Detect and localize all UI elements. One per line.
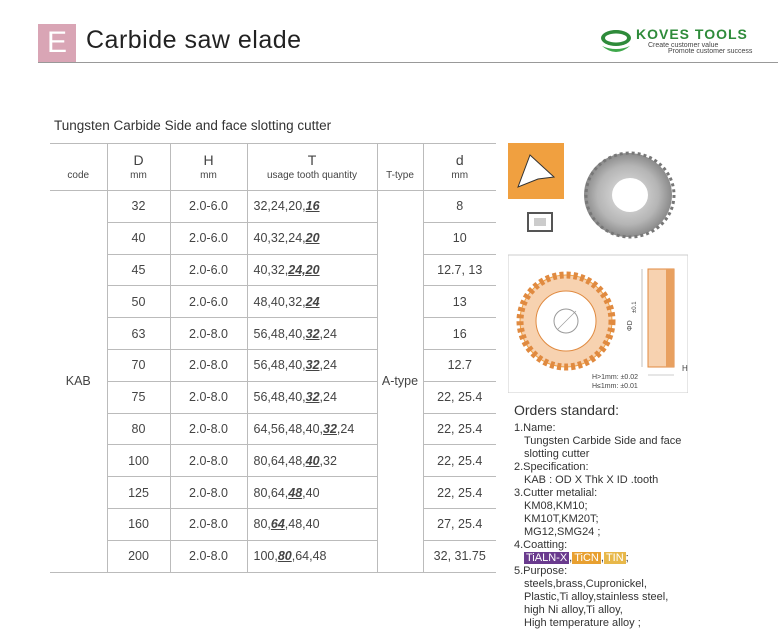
coat-heading: 4.Coatting: (514, 539, 568, 551)
metal-heading: 3.Cutter metalial: (514, 487, 598, 499)
h-cell: 2.0-8.0 (170, 445, 247, 477)
ttype-cell: A-type (377, 191, 423, 573)
dd-cell: 22, 25.4 (423, 381, 496, 413)
table-row (50, 349, 496, 381)
d-cell: 100 (107, 445, 170, 477)
t-highlight: 32 (305, 326, 320, 341)
col-T: T usage tooth quantity (247, 144, 377, 191)
t-cell: 80,64,48,40,32 (247, 445, 377, 477)
purpose-line-4: High temperature alloy ; (524, 617, 641, 629)
t-cell: 80,64,48,40 (247, 508, 377, 540)
metal-line-3: MG12,SMG24 ; (524, 526, 601, 538)
d-cell: 63 (107, 318, 170, 350)
orders-standard (514, 402, 681, 630)
dd-cell: 12.7, 13 (423, 254, 496, 286)
coat-ticn: TiCN (574, 552, 599, 564)
dd-cell: 32, 31.75 (423, 540, 496, 572)
purpose-line-3: high Ni alloy,Ti alloy, (524, 604, 623, 616)
t-highlight: 32 (305, 390, 320, 405)
table-row (50, 477, 496, 509)
brand-slogan-2: Promote customer success (668, 48, 753, 55)
coat-tin: TIN (605, 552, 624, 564)
t-cell: 64,56,48,40,32,24 (247, 413, 377, 445)
t-cell: 80,64,48,40 (247, 477, 377, 509)
h-cell: 2.0-8.0 (170, 349, 247, 381)
table-subtitle: Tungsten Carbide Side and face slotting cutter (54, 118, 332, 133)
h-cell: 2.0-6.0 (170, 286, 247, 318)
t-highlight: 20 (305, 231, 320, 246)
t-cell: 48,40,32,24 (247, 286, 377, 318)
col-d: d mm (423, 144, 496, 191)
table-header-row (50, 144, 496, 191)
h-cell: 2.0-8.0 (170, 318, 247, 350)
t-cell: 56,48,40,32,24 (247, 381, 377, 413)
spec-heading: 2.Specification: (514, 461, 589, 473)
h-cell: 2.0-8.0 (170, 413, 247, 445)
h-cell: 2.0-8.0 (170, 508, 247, 540)
t-highlight: 64 (270, 517, 285, 532)
h-cell: 2.0-6.0 (170, 254, 247, 286)
dd-cell: 27, 25.4 (423, 508, 496, 540)
t-highlight: 32 (323, 421, 337, 436)
table-row (50, 286, 496, 318)
brand-name: KOVES TOOLS (636, 26, 748, 42)
col-H: H mm (170, 144, 247, 191)
page-title: Carbide saw elade (86, 26, 302, 54)
metal-line-1: KM08,KM10; (524, 500, 588, 512)
dd-cell: 22, 25.4 (423, 477, 496, 509)
table-row (50, 413, 496, 445)
t-highlight: 48 (288, 485, 303, 500)
t-highlight: 24,20 (288, 262, 320, 277)
t-highlight: 32 (305, 358, 320, 373)
t-highlight: 80 (277, 549, 292, 564)
brand-slogan-1: Create customer value (648, 42, 719, 49)
dd-cell: 12.7 (423, 349, 496, 381)
h-cell: 2.0-6.0 (170, 191, 247, 223)
section-badge: E (38, 24, 76, 62)
col-D: D mm (107, 144, 170, 191)
h-cell: 2.0-8.0 (170, 477, 247, 509)
dd-cell: 16 (423, 318, 496, 350)
dd-cell: 13 (423, 286, 496, 318)
t-cell: 100,80,64,48 (247, 540, 377, 572)
col-ttype: T-type (377, 144, 423, 191)
d-cell: 32 (107, 191, 170, 223)
h-cell: 2.0-8.0 (170, 381, 247, 413)
t-cell: 32,24,20,16 (247, 191, 377, 223)
name-heading: 1.Name: (514, 422, 556, 434)
table-row (50, 318, 496, 350)
d-cell: 200 (107, 540, 170, 572)
t-highlight: 24 (305, 294, 320, 309)
d-cell: 125 (107, 477, 170, 509)
purpose-line-2: Plastic,Ti alloy,stainless steel, (524, 591, 669, 603)
name-line-2: slotting cutter (524, 448, 590, 460)
col-code: code (50, 144, 107, 191)
leaf-logo-icon (598, 24, 634, 60)
t-highlight: 40 (305, 453, 320, 468)
purpose-heading: 5.Purpose: (514, 565, 568, 577)
table-row (50, 222, 496, 254)
d-cell: 50 (107, 286, 170, 318)
t-highlight: 16 (305, 199, 320, 214)
dia-label: ΦD (627, 320, 634, 331)
d-cell: 70 (107, 349, 170, 381)
dd-cell: 22, 25.4 (423, 445, 496, 477)
table-row (50, 191, 496, 223)
h-cell: 2.0-6.0 (170, 222, 247, 254)
d-cell: 80 (107, 413, 170, 445)
name-line-1: Tungsten Carbide Side and face (524, 435, 682, 447)
orders-heading: Orders standard: (514, 402, 620, 418)
dd-cell: 22, 25.4 (423, 413, 496, 445)
spec-line-1: KAB : OD X Thk X ID .tooth (524, 474, 659, 486)
table-row (50, 445, 496, 477)
t-cell: 56,48,40,32,24 (247, 318, 377, 350)
d-cell: 45 (107, 254, 170, 286)
cutter-diagrams (508, 143, 688, 398)
dia-tol-label: ±0.1 (632, 301, 638, 313)
tolerance-2: H≤1mm: ±0.01 (592, 383, 638, 390)
code-cell: KAB (50, 191, 107, 573)
spec-table (50, 143, 496, 573)
coat-list: TiALN-X , TiCN , TIN ; (526, 552, 629, 564)
metal-line-2: KM10T,KM20T; (524, 513, 599, 525)
t-cell: 40,32,24,20 (247, 254, 377, 286)
h-label: H (682, 364, 688, 373)
dd-cell: 10 (423, 222, 496, 254)
table-row (50, 381, 496, 413)
table-row (50, 540, 496, 572)
t-cell: 56,48,40,32,24 (247, 349, 377, 381)
h-cell: 2.0-8.0 (170, 540, 247, 572)
purpose-line-1: steels,brass,Cupronickel, (524, 578, 647, 590)
coat-tialn: TiALN-X (526, 552, 568, 564)
table-row (50, 254, 496, 286)
d-cell: 40 (107, 222, 170, 254)
tolerance-1: H>1mm: ±0.02 (592, 374, 639, 381)
t-cell: 40,32,24,20 (247, 222, 377, 254)
header-divider (38, 62, 778, 63)
d-cell: 75 (107, 381, 170, 413)
dd-cell: 8 (423, 191, 496, 223)
d-cell: 160 (107, 508, 170, 540)
table-row (50, 508, 496, 540)
brand-logo (598, 22, 778, 62)
